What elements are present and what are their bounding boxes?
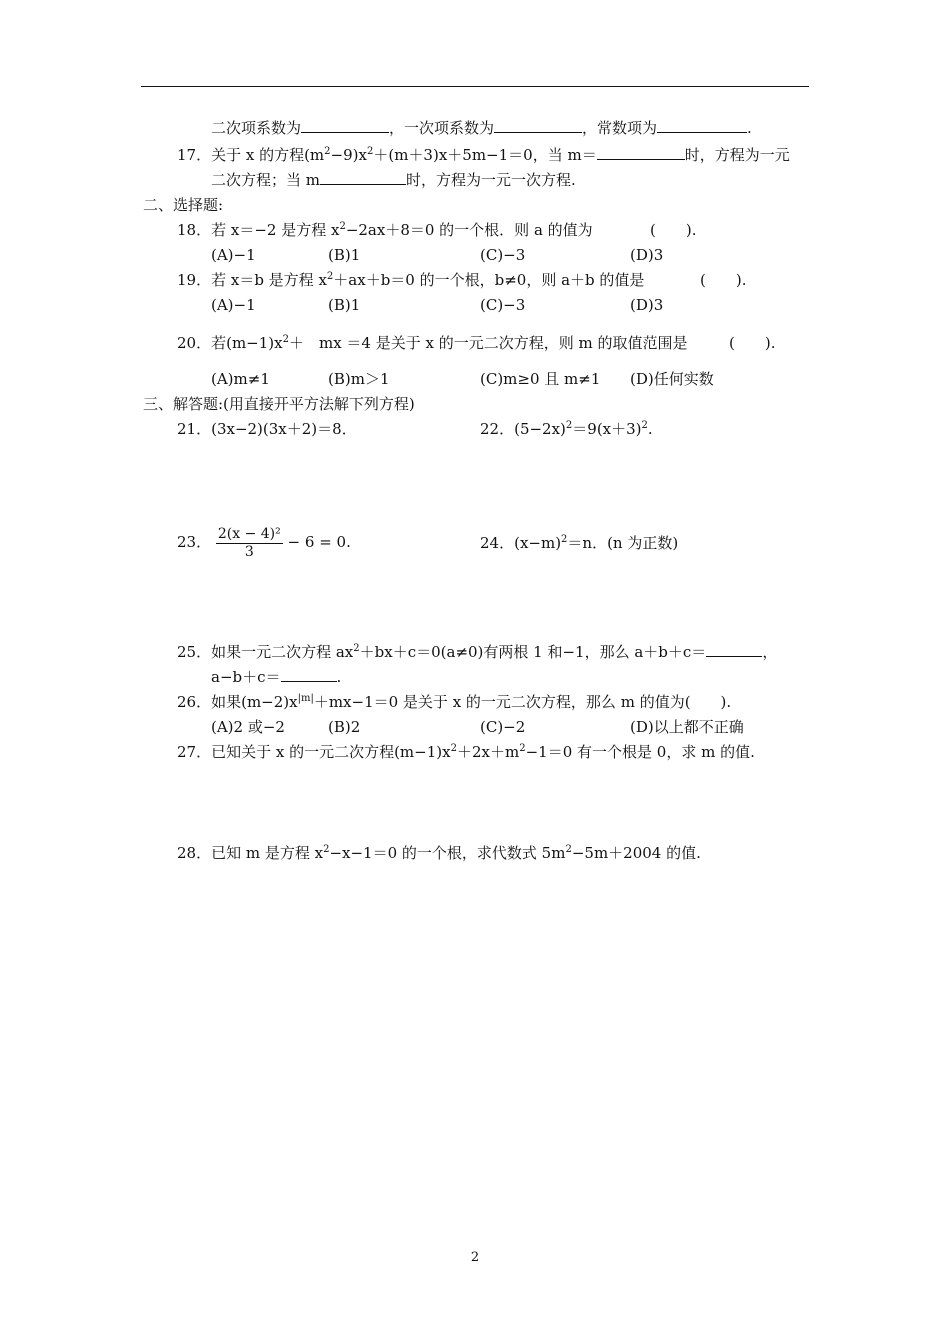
answer-paren: ( ). bbox=[729, 334, 776, 352]
header-rule bbox=[141, 86, 809, 87]
option-b: (B)1 bbox=[328, 246, 361, 264]
option-b: (B)1 bbox=[328, 296, 361, 314]
option-c: (C)−2 bbox=[480, 718, 526, 736]
question-19: 19．若 x＝b 是方程 $x^2+ax+b=0$ 的一个根，b≠0，则 a＋b 的值是 bbox=[177, 271, 645, 289]
option-b: (B)2 bbox=[328, 718, 361, 736]
question-24: 24．$(x-m)^2=n$．(n 为正数) bbox=[480, 534, 679, 552]
blank[interactable] bbox=[281, 667, 337, 682]
section-title-choice: 二、选择题: bbox=[143, 196, 224, 214]
option-d: (D)3 bbox=[630, 246, 664, 264]
section-title-solve: 三、解答题:(用直接开平方法解下列方程) bbox=[143, 395, 415, 413]
question-17: 17．关于 x 的方程$(m^2-9)x^2+(m+3)x+5m-1=0$，当 m＝ 时，方程为一元 bbox=[177, 146, 790, 164]
question-25: 25．如果一元二次方程 $ax^2+bx+c=0(a\ne 0)$有两根 1 和−1，那么 a＋b＋c＝ ， bbox=[177, 643, 778, 661]
option-c: (C)m≥0 且 m≠1 bbox=[480, 370, 601, 388]
blank[interactable] bbox=[657, 118, 747, 133]
question-25-line2: a−b＋c＝ . bbox=[211, 668, 342, 686]
option-c: (C)−3 bbox=[480, 296, 526, 314]
answer-paren: ( ). bbox=[700, 271, 747, 289]
question-18: 18．若 x＝−2 是方程 $x^2-2ax+8=0$ 的一个根．则 a 的值为 bbox=[177, 221, 593, 239]
question-21: 21．(3x−2)(3x＋2)＝8． bbox=[177, 420, 357, 438]
question-20: 20．若$(m-1)x^2+$ mx ＝4 是关于 x 的一元二次方程，则 m 的取值范围是 bbox=[177, 334, 688, 352]
option-a: (A)2 或−2 bbox=[211, 718, 285, 736]
question-17-line2: 二次方程；当 m 时，方程为一元一次方程. bbox=[211, 171, 576, 189]
option-d: (D)任何实数 bbox=[630, 370, 714, 388]
page-number: 2 bbox=[470, 1250, 480, 1265]
option-a: (A)−1 bbox=[211, 296, 256, 314]
question-22: 22．$(5-2x)^2=9(x+3)^2$. bbox=[480, 420, 653, 438]
question-27: 27．已知关于 x 的一元二次方程$(m-1)x^2+2x+m^2-1=0$ 有一个根是 0，求 m 的值. bbox=[177, 743, 755, 761]
blank[interactable] bbox=[301, 118, 389, 133]
option-d: (D)3 bbox=[630, 296, 664, 314]
option-c: (C)−3 bbox=[480, 246, 526, 264]
answer-paren: ( ). bbox=[650, 221, 697, 239]
blank[interactable] bbox=[706, 642, 762, 657]
option-b: (B)m＞1 bbox=[328, 370, 390, 388]
option-d: (D)以上都不正确 bbox=[630, 718, 744, 736]
question-28: 28．已知 m 是方程 $x^2-x-1=0$ 的一个根，求代数式 $5m^2-5m+2004$ 的值. bbox=[177, 844, 701, 862]
fraction: $\frac{\text{2(x − 4)²}}{3}$ bbox=[217, 525, 281, 560]
question-26: 26．如果$(m-2)x^{|m|}+mx-1=0$ 是关于 x 的一元二次方程，那么 m 的值为( ). bbox=[177, 693, 732, 711]
blank[interactable] bbox=[597, 145, 685, 160]
option-a: (A)m≠1 bbox=[211, 370, 270, 388]
blank[interactable] bbox=[320, 170, 406, 185]
question-23: 23． $\frac{\text{2(x − 4)²}}{3}$ − 6 = 0. bbox=[177, 525, 351, 560]
option-a: (A)−1 bbox=[211, 246, 256, 264]
q16-continued: 二次项系数为 ，一次项系数为 ，常数项为 . bbox=[211, 119, 752, 137]
blank[interactable] bbox=[494, 118, 582, 133]
